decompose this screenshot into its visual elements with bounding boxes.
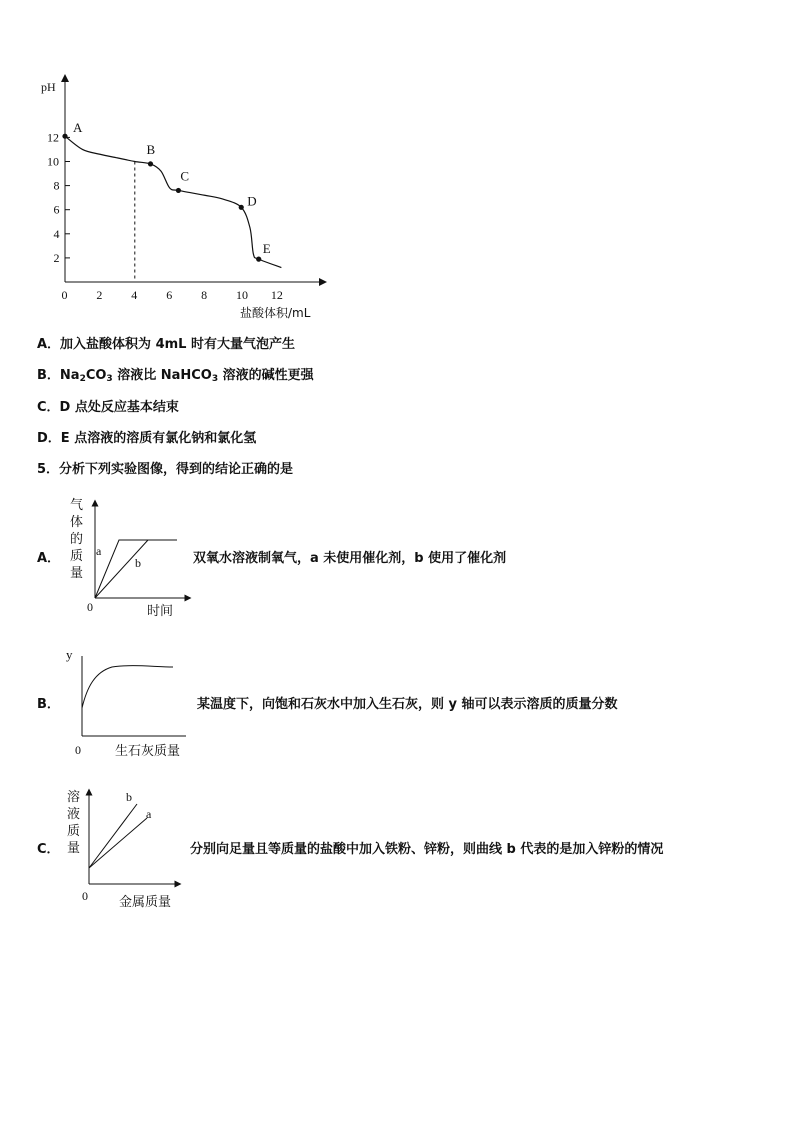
option-b-sub3: 3 xyxy=(211,374,219,384)
point-label-e: E xyxy=(262,241,271,257)
q5-a-description: 双氧水溶液制氧气，a 未使用催化剂，b 使用了催化剂 xyxy=(193,551,507,566)
q5-option-b-label: B． xyxy=(37,697,60,712)
x-axis-label: 盐酸体积/mL xyxy=(240,306,311,320)
q5-a-origin: 0 xyxy=(87,600,93,614)
y-tick-label: 12 xyxy=(47,130,59,145)
y-tick-label: 8 xyxy=(53,178,60,193)
point-b xyxy=(148,161,153,166)
y-tick-label: 6 xyxy=(53,202,60,217)
option-b-pre: B．Na xyxy=(37,368,80,383)
q5-c-ylabel-4: 量 xyxy=(67,841,81,856)
q5-c-curve-a xyxy=(89,818,147,868)
y-axis-label: pH xyxy=(41,80,56,94)
point-label-a: A xyxy=(73,120,83,136)
q5-c-curve-b xyxy=(89,804,137,868)
point-e xyxy=(256,257,261,262)
option-a: A．加入盐酸体积为 4mL 时有大量气泡产生 xyxy=(37,337,295,352)
q5-c-ylabel-1: 溶 xyxy=(67,790,81,805)
q5-option-a-label: A． xyxy=(37,551,61,566)
point-label-b: B xyxy=(146,141,156,157)
point-label-c: C xyxy=(180,168,190,184)
point-label-d: D xyxy=(247,193,257,209)
q5-a-ylabel-2: 体 xyxy=(70,515,84,530)
x-tick-label: 0 xyxy=(61,288,68,302)
option-c: C．D 点处反应基本结束 xyxy=(37,400,179,415)
q5-b-origin: 0 xyxy=(75,743,81,757)
ph-titration-chart xyxy=(0,70,360,330)
q5-a-ylabel-1: 气 xyxy=(70,498,84,513)
q5-a-ylabel-5: 量 xyxy=(70,566,84,581)
y-tick-label: 2 xyxy=(53,250,60,265)
option-b-mid1: CO xyxy=(85,368,107,383)
option-b-sub1: 2 xyxy=(79,374,86,384)
option-b xyxy=(37,364,314,384)
q5-c-description: 分别向足量且等质量的盐酸中加入铁粉、锌粉，则曲线 b 代表的是加入锌粉的情况 xyxy=(190,842,664,857)
x-tick-label: 10 xyxy=(236,288,248,302)
option-d: D．E 点溶液的溶质有氯化钠和氯化氢 xyxy=(37,431,257,446)
x-tick-label: 4 xyxy=(131,288,138,302)
x-tick-label: 2 xyxy=(96,288,103,302)
q5-a-label-a: a xyxy=(96,544,102,558)
y-tick-label: 4 xyxy=(53,226,60,241)
option-b-mid2: 溶液比 NaHCO xyxy=(112,368,212,383)
option-b-post: 溶液的碱性更强 xyxy=(218,368,314,383)
q5-c-ylabel-3: 质 xyxy=(67,824,81,839)
point-a xyxy=(62,134,67,139)
x-tick-label: 8 xyxy=(201,288,208,302)
q5-c-ylabel-2: 液 xyxy=(67,807,81,822)
q5-c-label-b: b xyxy=(126,790,132,804)
x-tick-label: 12 xyxy=(270,288,283,302)
q5-a-xlabel: 时间 xyxy=(147,604,174,619)
y-tick-label: 10 xyxy=(47,154,59,169)
q5-b-graph xyxy=(60,640,200,765)
point-d xyxy=(239,205,244,210)
x-tick-label: 6 xyxy=(166,288,173,302)
q5-b-xlabel: 生石灰质量 xyxy=(115,744,181,759)
q5-a-ylabel-3: 的 xyxy=(70,532,84,547)
q5-c-label-a: a xyxy=(146,807,152,821)
q5-option-c-label: C． xyxy=(37,842,60,857)
q5-a-graph xyxy=(60,495,200,625)
q5-b-description: 某温度下，向饱和石灰水中加入生石灰，则 y 轴可以表示溶质的质量分数 xyxy=(197,697,618,712)
point-c xyxy=(176,188,181,193)
q5-c-origin: 0 xyxy=(82,889,88,903)
q5-a-label-b: b xyxy=(135,556,141,570)
q5-c-xlabel: 金属质量 xyxy=(119,895,172,910)
option-b-sub2: 3 xyxy=(106,374,113,384)
q5-a-ylabel-4: 质 xyxy=(70,549,84,564)
q5-b-curve xyxy=(82,666,173,708)
question-5-stem: 5．分析下列实验图像，得到的结论正确的是 xyxy=(37,462,294,477)
q5-b-ylabel: y xyxy=(66,647,73,662)
q5-c-graph xyxy=(60,786,190,916)
